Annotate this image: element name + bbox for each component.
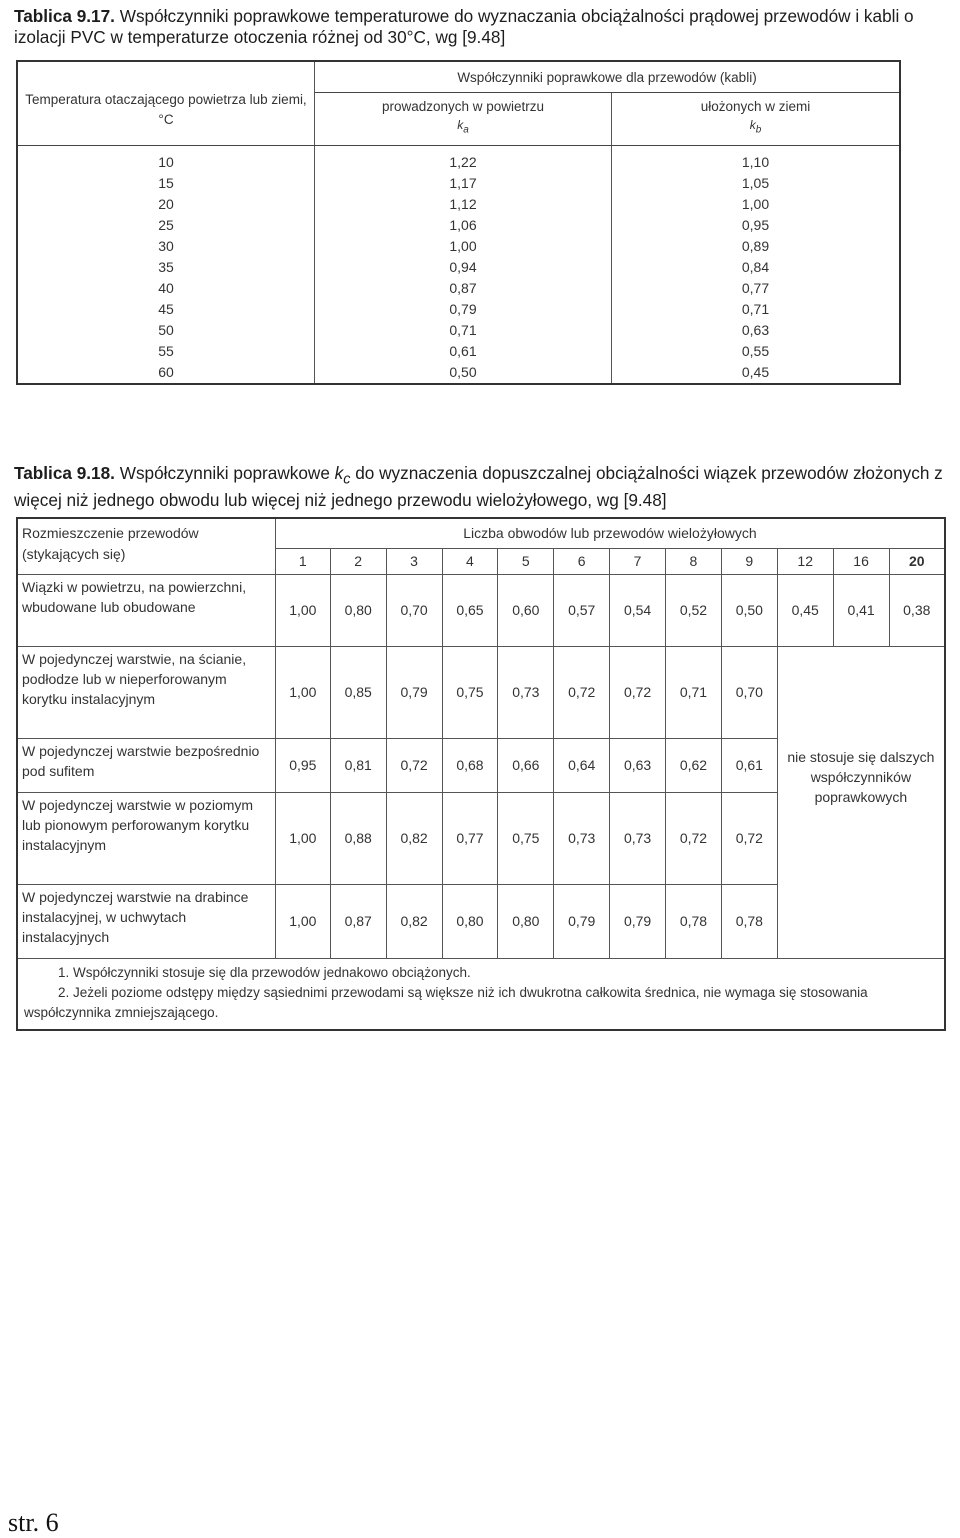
- coefficient-cell: 0,71: [666, 646, 722, 738]
- coefficient-cell: 0,70: [386, 574, 442, 646]
- temperature-value: 25: [158, 217, 174, 233]
- kb-value: 1,05: [741, 175, 770, 191]
- temperature-value: 55: [158, 343, 174, 359]
- coefficient-cell: 0,81: [330, 738, 386, 792]
- page-number: str. 6: [8, 1508, 59, 1537]
- count-header-cell: 1: [275, 548, 330, 574]
- coefficient-cell: 0,68: [442, 738, 498, 792]
- no-further-coefficients-note: nie stosuje się dalszych współczynników poprawkowych: [777, 646, 945, 958]
- temperature-value: 10: [158, 154, 174, 170]
- col-header-air: [315, 93, 612, 146]
- ka-value: 0,61: [449, 343, 477, 359]
- count-header-cell: 12: [777, 548, 833, 574]
- ka-value: 1,17: [449, 175, 477, 191]
- count-header-cell: 16: [833, 548, 889, 574]
- coefficient-cell: 0,66: [498, 738, 554, 792]
- coefficient-cell: 0,79: [610, 884, 666, 958]
- count-header-cell: 4: [442, 548, 498, 574]
- col-header-temperature: Temperatura otaczającego powietrza lub ziemi, °C: [17, 61, 315, 146]
- coefficient-cell: 0,60: [498, 574, 554, 646]
- coefficient-cell: 0,70: [721, 646, 777, 738]
- coefficient-cell: 0,82: [386, 792, 442, 884]
- table-row: [17, 574, 945, 646]
- col-header-ground-symbol: $k_b$: [749, 118, 762, 136]
- coefficient-cell: 0,79: [386, 646, 442, 738]
- table-17-caption-label: Tablica 9.17.: [14, 6, 115, 26]
- kb-value: 0,71: [741, 301, 770, 317]
- coefficient-cell: 0,95: [275, 738, 330, 792]
- coefficient-cell: 0,72: [721, 792, 777, 884]
- temperature-value: 45: [158, 301, 174, 317]
- ka-value: 1,00: [449, 238, 477, 254]
- coefficient-cell: 0,87: [330, 884, 386, 958]
- col-header-ground-label: ułożonych w ziemi: [700, 99, 811, 115]
- coefficient-cell: 0,38: [889, 574, 945, 646]
- coefficient-cell: 0,88: [330, 792, 386, 884]
- coefficient-cell: 0,72: [386, 738, 442, 792]
- coefficient-cell: 0,78: [666, 884, 722, 958]
- count-header-cell: 7: [610, 548, 666, 574]
- temperature-value: 20: [158, 196, 174, 212]
- coefficient-cell: 1,00: [275, 792, 330, 884]
- table-18-caption-symbol: $k_c$: [334, 463, 351, 488]
- table-18-caption-label: Tablica 9.18.: [14, 463, 115, 483]
- count-header-cell: 20: [889, 548, 945, 574]
- col-header-ground: [612, 93, 901, 146]
- coefficient-cell: 0,50: [721, 574, 777, 646]
- coefficient-cell: 0,75: [498, 792, 554, 884]
- coefficient-cell: 0,54: [610, 574, 666, 646]
- kb-value: 0,84: [741, 259, 770, 275]
- coefficient-cell: 0,57: [554, 574, 610, 646]
- ka-value: 0,79: [449, 301, 477, 317]
- kb-value: 0,95: [741, 217, 770, 233]
- table-17-caption: [14, 6, 949, 48]
- coefficient-cell: 0,73: [498, 646, 554, 738]
- coefficient-cell: 1,00: [275, 646, 330, 738]
- temperature-value: 50: [158, 322, 174, 338]
- temperature-value: 30: [158, 238, 174, 254]
- coefficient-cell: 0,72: [666, 792, 722, 884]
- coefficient-cell: 0,63: [610, 738, 666, 792]
- coefficient-cell: 0,62: [666, 738, 722, 792]
- coefficient-cell: 0,75: [442, 646, 498, 738]
- group-header-coefficients: Współczynniki poprawkowe dla przewodów (kabli): [315, 61, 901, 93]
- kb-value: 0,77: [741, 280, 770, 296]
- table-row: [17, 646, 945, 738]
- note-2: 2. Jeżeli poziome odstępy między sąsiednimi przewodami są większe niż ich dwukrotna całkowita średnica, nie wymaga się stosowania współczynnika zmniejszającego.: [24, 984, 868, 1020]
- table-18: [16, 517, 946, 1031]
- temperature-value: 15: [158, 175, 174, 191]
- coefficient-cell: 0,80: [442, 884, 498, 958]
- coefficient-cell: 0,80: [498, 884, 554, 958]
- col-header-air-symbol: $k_a$: [457, 118, 469, 136]
- ka-column: [315, 146, 612, 385]
- table-17: [16, 60, 901, 385]
- temperature-value: 60: [158, 364, 174, 380]
- kb-value: 1,00: [741, 196, 770, 212]
- coefficient-cell: 0,73: [554, 792, 610, 884]
- coefficient-cell: 0,41: [833, 574, 889, 646]
- count-header-cell: 5: [498, 548, 554, 574]
- kb-value: 0,63: [741, 322, 770, 338]
- coefficient-cell: 0,82: [386, 884, 442, 958]
- coefficient-cell: 0,61: [721, 738, 777, 792]
- count-header-cell: 3: [386, 548, 442, 574]
- coefficient-cell: 0,72: [610, 646, 666, 738]
- ka-value: 1,22: [449, 154, 477, 170]
- coefficient-cell: 0,85: [330, 646, 386, 738]
- coefficient-cell: 0,79: [554, 884, 610, 958]
- ka-value: 0,94: [449, 259, 477, 275]
- row-label: W pojedynczej warstwie bezpośrednio pod sufitem: [17, 738, 275, 792]
- table-18-caption-text-2: do wyznaczenia dopuszczalnej obciążalności wiązek przewodów złożonych z więcej niż jednego obwodu lub więcej niż jednego przewodu wielożyłowego, wg [9.48]: [14, 463, 943, 511]
- ka-value: 0,87: [449, 280, 477, 296]
- kb-column: [612, 146, 901, 385]
- coefficient-cell: 1,00: [275, 574, 330, 646]
- coefficient-cell: 0,72: [554, 646, 610, 738]
- kb-value: 0,45: [741, 364, 770, 380]
- col-header-air-label: prowadzonych w powietrzu: [381, 99, 545, 115]
- row-label: W pojedynczej warstwie w poziomym lub pionowym perforowanym korytku instalacyjnym: [17, 792, 275, 884]
- coefficient-cell: 0,77: [442, 792, 498, 884]
- row-label: Wiązki w powietrzu, na powierzchni, wbudowane lub obudowane: [17, 574, 275, 646]
- table-18-caption: [14, 463, 949, 511]
- ka-value: 1,06: [449, 217, 477, 233]
- count-header-cell: 8: [666, 548, 722, 574]
- coefficient-cell: 1,00: [275, 884, 330, 958]
- coefficient-cell: 0,64: [554, 738, 610, 792]
- count-header-cell: 9: [721, 548, 777, 574]
- table-17-caption-text: Współczynniki poprawkowe temperaturowe do wyznaczania obciążalności prądowej przewodów i kabli o izolacji PVC w temperaturze otoczenia różnej od 30°C, wg [9.48]: [14, 6, 914, 47]
- ka-value: 0,50: [449, 364, 477, 380]
- note-1: 1. Współczynniki stosuje się dla przewodów jednakowo obciążonych.: [58, 964, 471, 980]
- row-label: W pojedynczej warstwie na drabince instalacyjnej, w uchwytach instalacyjnych: [17, 884, 275, 958]
- coefficient-cell: 0,52: [666, 574, 722, 646]
- count-header-cell: 6: [554, 548, 610, 574]
- temperature-value: 35: [158, 259, 174, 275]
- table-18-caption-text-1: Współczynniki poprawkowe: [114, 463, 335, 483]
- temperature-value: 40: [158, 280, 174, 296]
- kb-value: 0,89: [741, 238, 770, 254]
- table-18-notes: [17, 958, 945, 1030]
- group-header-count: Liczba obwodów lub przewodów wielożyłowych: [275, 518, 945, 548]
- coefficient-cell: 0,45: [777, 574, 833, 646]
- coefficient-cell: 0,80: [330, 574, 386, 646]
- coefficient-cell: 0,78: [721, 884, 777, 958]
- temperature-column: [17, 146, 315, 385]
- ka-value: 1,12: [449, 196, 477, 212]
- coefficient-cell: 0,73: [610, 792, 666, 884]
- kb-value: 1,10: [741, 154, 770, 170]
- kb-value: 0,55: [741, 343, 770, 359]
- ka-value: 0,71: [449, 322, 477, 338]
- row-label: W pojedynczej warstwie, na ścianie, podłodze lub w nieperforowanym korytku instalacyjnym: [17, 646, 275, 738]
- coefficient-cell: 0,65: [442, 574, 498, 646]
- col-header-arrangement: Rozmieszczenie przewodów (stykających się): [17, 518, 275, 574]
- count-header-cell: 2: [330, 548, 386, 574]
